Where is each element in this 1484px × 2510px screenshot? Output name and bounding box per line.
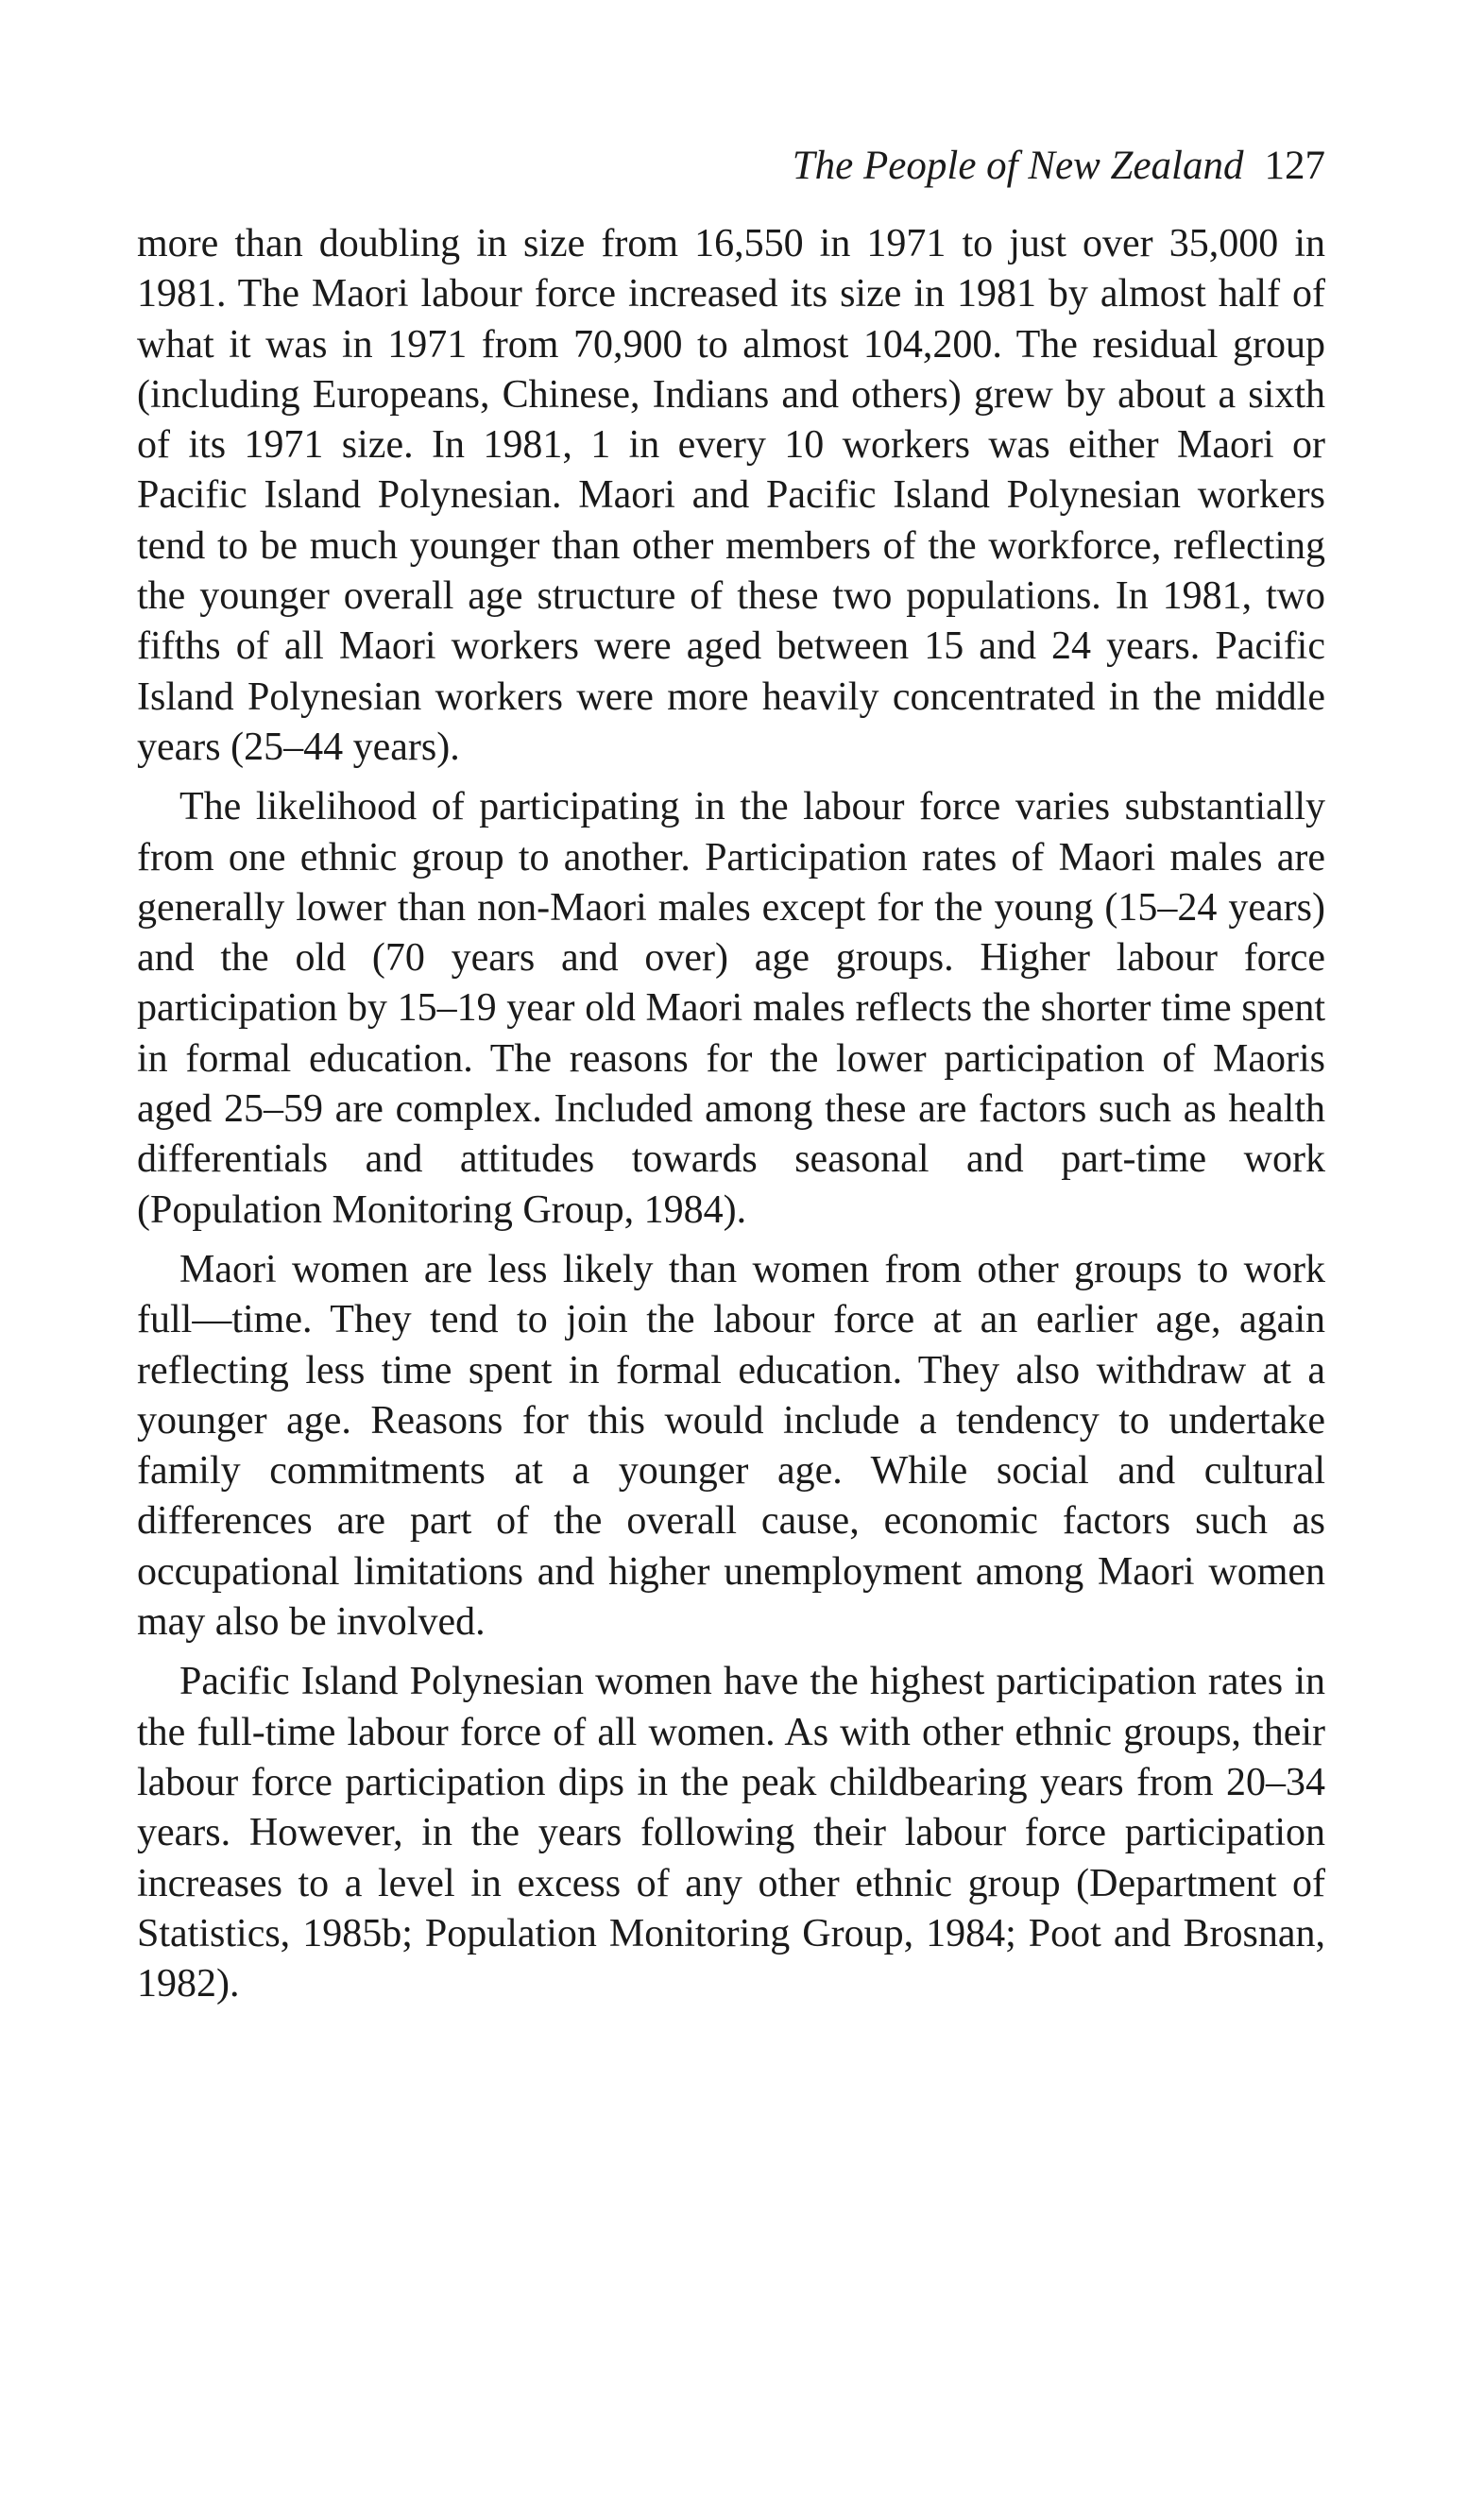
running-header xyxy=(137,140,1325,193)
paragraph-pacific-island-women: Pacific Island Polynesian women have the highest participation rates in the full-time labour force of all women. As with other ethnic groups, their labour force participation dips in the peak childbearing years from 20–34 years. However, in the years following their labour force participation increases to a level in excess of any other ethnic group (Department of Statistics, 1985b; Population Monitoring Group, 1984; Poot and Brosnan, 1982). xyxy=(137,1660,1325,2006)
paragraph-maori-women: Maori women are less likely than women from other groups to work full—time. They tend to join the labour force at an earlier age, again reflecting less time spent in formal education. They also withdraw at a younger age. Reasons for this would include a tendency to undertake family commitments at a younger age. While social and cultural differences are part of the overall cause, economic factors such as occupational limitations and higher unemployment among Maori women may also be involved. xyxy=(137,1247,1325,1645)
paragraph-labour-force-growth: more than doubling in size from 16,550 in 1971 to just over 35,000 in 1981. The Maori labour force increased its size in 1981 by almost half of what it was in 1971 from 70,900 to almost 104,200. The residual group (including Europeans, Chinese, Indians and others) grew by about a sixth of its 1971 size. In 1981, 1 in every 10 workers was either Maori or Pacific Island Polynesian. Maori and Pacific Island Polynesian workers tend to be much younger than other members of the workforce, reflecting the younger overall age structure of these two populations. In 1981, two fifths of all Maori workers were aged between 15 and 24 years. Pacific Island Polynesian workers were more heavily concentrated in the middle years (25–44 years). xyxy=(137,222,1325,769)
page-number: 127 xyxy=(1264,144,1325,188)
paragraph-participation-by-ethnic-group: The likelihood of participating in the labour force varies substantially from one ethnic group to another. Participation rates of Maori males are generally lower than non-Maori males except for the young (15–24 years) and the old (70 years and over) age groups. Higher labour force participation by 15–19 year old Maori males reflects the shorter time spent in formal education. The reasons for the lower participation of Maoris aged 25–59 are complex. Included among these are factors such as health differentials and attitudes towards seasonal and part-time work (Population Monitoring Group, 1984). xyxy=(137,785,1325,1232)
body-text xyxy=(137,219,1325,2009)
running-title: The People of New Zealand xyxy=(792,144,1244,188)
